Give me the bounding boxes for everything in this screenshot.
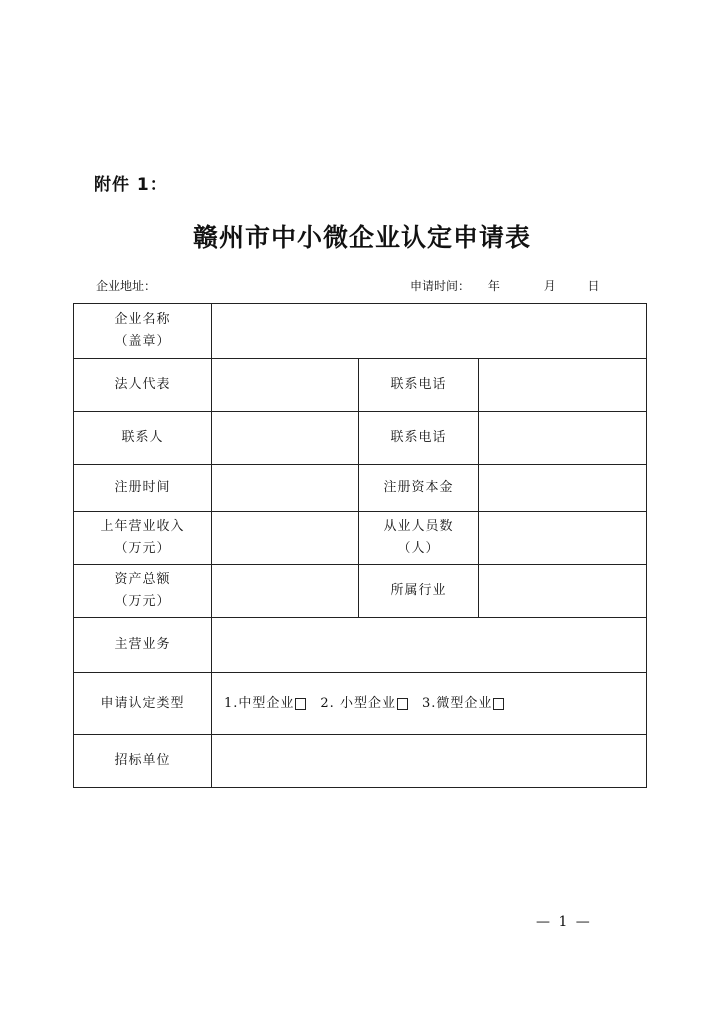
type-option-small[interactable]: [320, 693, 408, 715]
table-row: [74, 359, 647, 412]
bidding-unit-field[interactable]: [212, 735, 647, 788]
industry-field[interactable]: [479, 565, 647, 618]
phone-field-1[interactable]: [479, 359, 647, 412]
assets-label-line1: 资产总额: [114, 572, 171, 587]
main-business-field[interactable]: [212, 618, 647, 673]
application-date: [410, 277, 600, 294]
employees-field[interactable]: [479, 512, 647, 565]
phone-label-2: 联系电话: [359, 412, 479, 465]
employees-label-line2: （人）: [397, 541, 440, 556]
revenue-label-line1: 上年营业收入: [100, 519, 185, 534]
legal-rep-field[interactable]: [212, 359, 359, 412]
table-row: [74, 618, 647, 673]
company-name-label-line1: 企业名称: [114, 312, 171, 327]
table-row: [74, 565, 647, 618]
type-option-small-label: 2. 小型企业: [320, 695, 396, 711]
company-name-label: [74, 304, 212, 359]
table-row: [74, 735, 647, 788]
reg-capital-label: 注册资本金: [359, 465, 479, 512]
month-label: 月: [543, 279, 556, 293]
application-date-label: 申请时间：: [410, 279, 471, 293]
checkbox-small[interactable]: [397, 698, 408, 710]
employees-label-line1: 从业人员数: [383, 519, 454, 534]
legal-rep-label: 法人代表: [74, 359, 212, 412]
application-form-table: [73, 303, 647, 788]
assets-label: [74, 565, 212, 618]
day-label: 日: [587, 279, 600, 293]
type-option-micro[interactable]: [422, 693, 504, 715]
type-option-micro-label: 3.微型企业: [421, 695, 493, 711]
type-option-medium[interactable]: [224, 693, 306, 715]
bidding-unit-label: 招标单位: [74, 735, 212, 788]
page-title: 赣州市中小微企业认定申请表: [192, 223, 531, 252]
table-row: [74, 465, 647, 512]
phone-label-1: 联系电话: [359, 359, 479, 412]
company-address-label: 企业地址：: [96, 279, 157, 293]
type-options: [212, 673, 647, 735]
revenue-label: [74, 512, 212, 565]
type-label: 申请认定类型: [74, 673, 212, 735]
table-row: [74, 304, 647, 359]
checkbox-micro[interactable]: [493, 698, 504, 710]
revenue-label-line2: （万元）: [114, 541, 171, 556]
table-row: [74, 512, 647, 565]
contact-label: 联系人: [74, 412, 212, 465]
reg-capital-field[interactable]: [479, 465, 647, 512]
checkbox-medium[interactable]: [295, 698, 306, 710]
industry-label: 所属行业: [359, 565, 479, 618]
phone-field-2[interactable]: [479, 412, 647, 465]
attachment-label: 附件 1：: [94, 175, 168, 195]
revenue-field[interactable]: [212, 512, 359, 565]
employees-label: [359, 512, 479, 565]
reg-time-field[interactable]: [212, 465, 359, 512]
type-option-medium-label: 1.中型企业: [224, 695, 295, 711]
reg-time-label: 注册时间: [74, 465, 212, 512]
table-row: [74, 412, 647, 465]
company-name-field[interactable]: [212, 304, 647, 359]
main-business-label: 主营业务: [74, 618, 212, 673]
assets-field[interactable]: [212, 565, 359, 618]
company-name-label-line2: （盖章）: [114, 334, 171, 349]
assets-label-line2: （万元）: [114, 594, 171, 609]
table-row: [74, 673, 647, 735]
page-number: — 1 —: [536, 914, 592, 930]
year-label: 年: [487, 279, 500, 293]
contact-field[interactable]: [212, 412, 359, 465]
